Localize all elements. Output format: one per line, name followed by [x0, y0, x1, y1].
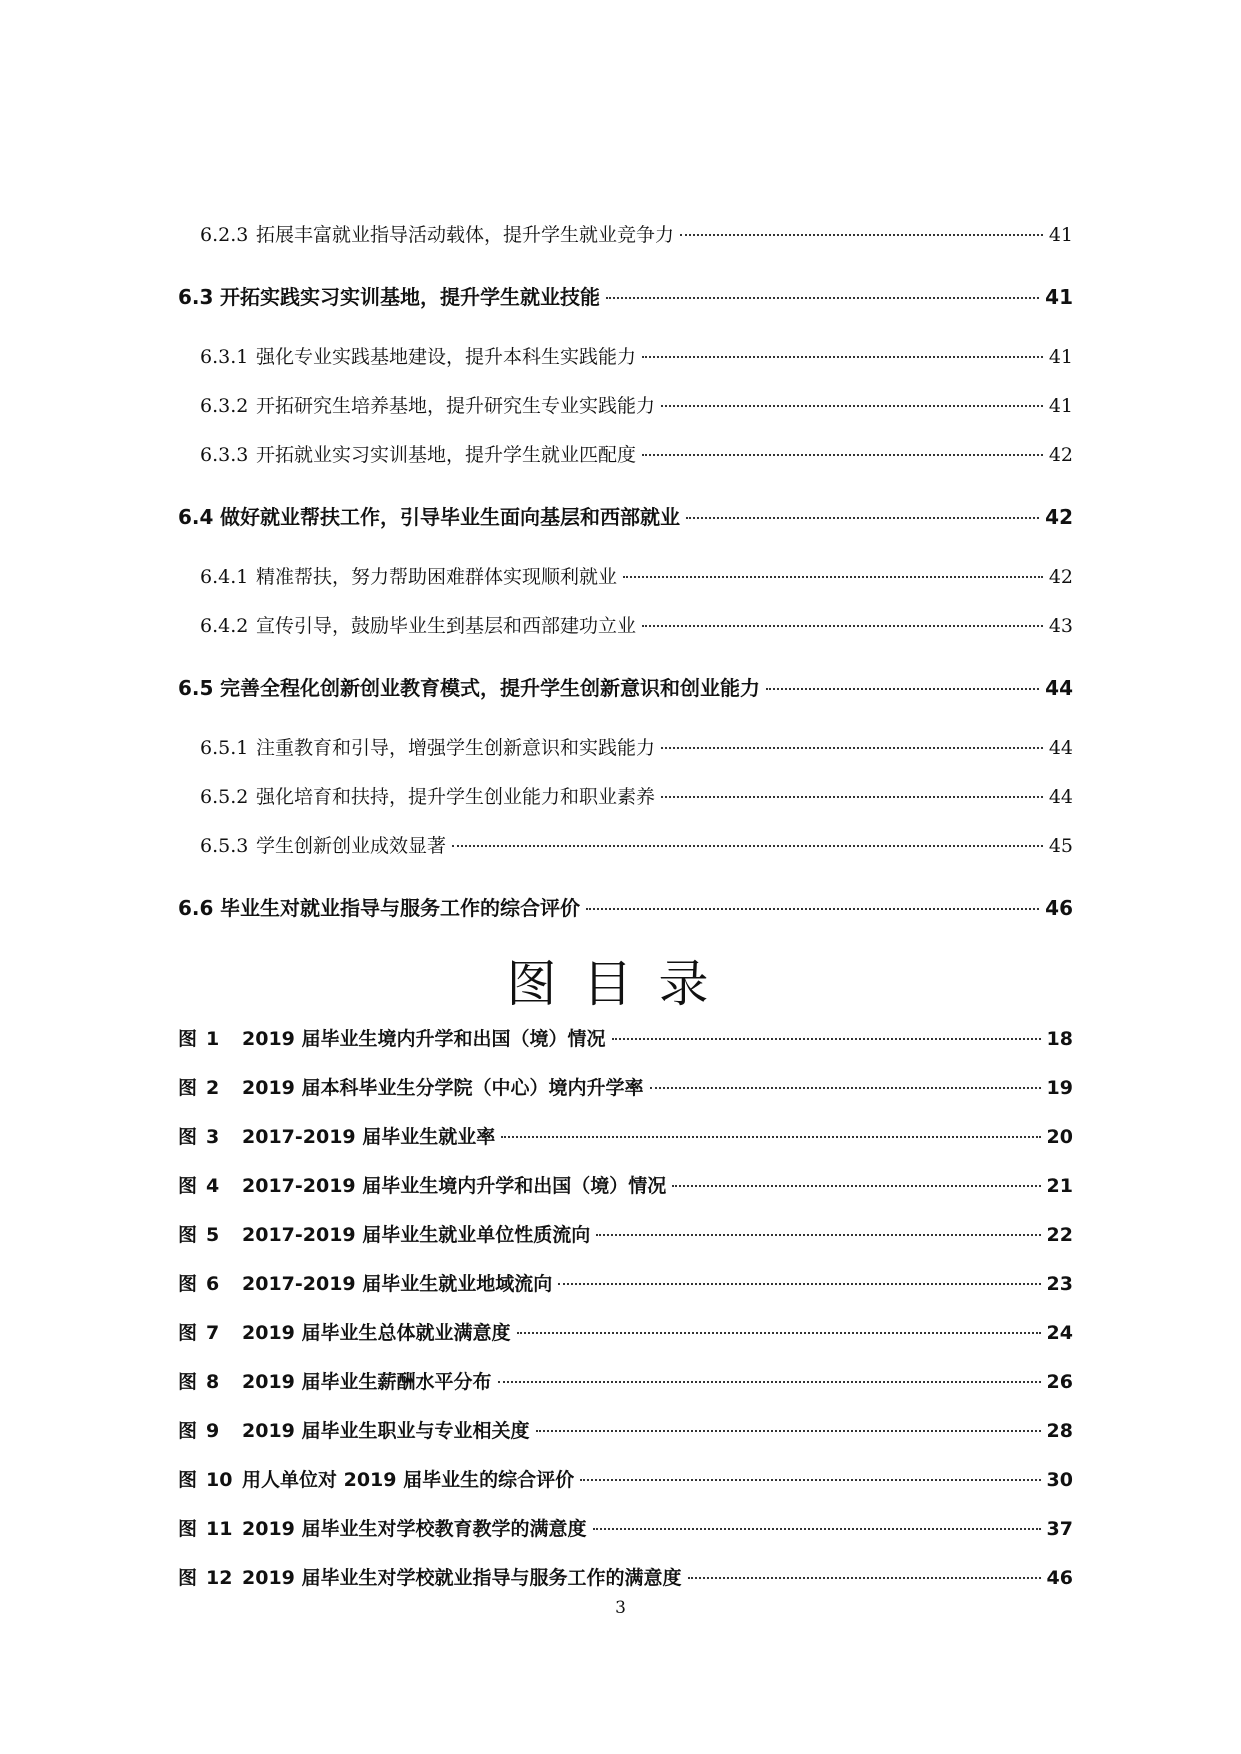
toc-entry-number: 6.5.3	[200, 835, 249, 857]
dot-leader	[558, 1283, 1040, 1285]
toc-entry-title: 强化培育和扶持，提升学生创业能力和职业素养	[256, 786, 656, 808]
toc-entry-title: 开拓就业实习实训基地，提升学生就业匹配度	[256, 444, 637, 466]
dot-leader	[661, 747, 1043, 749]
figure-page: 24	[1046, 1322, 1073, 1344]
figure-page: 21	[1046, 1175, 1073, 1197]
toc-entry-number: 6.6	[178, 896, 214, 920]
toc-entry-page: 44	[1048, 786, 1073, 808]
toc-entry-6-3-1[interactable]	[200, 342, 1073, 369]
figure-number: 4	[206, 1175, 220, 1197]
toc-entry-number: 6.2.3	[200, 224, 249, 246]
toc-entry-title: 注重教育和引导，增强学生创新意识和实践能力	[256, 737, 656, 759]
toc-entry-number: 6.5	[178, 676, 214, 700]
toc-entry-6-5-2[interactable]	[200, 782, 1073, 809]
toc-entry-6-4-1[interactable]	[200, 562, 1073, 589]
toc-entry-number: 6.3.2	[200, 395, 249, 417]
dot-leader	[642, 454, 1043, 456]
toc-entry-number: 6.4.2	[200, 615, 249, 637]
dot-leader	[593, 1528, 1041, 1530]
toc-entry-title: 完善全程化创新创业教育模式，提升学生创新意识和创业能力	[220, 676, 760, 700]
figure-label: 图	[178, 1273, 198, 1295]
figure-label: 图	[178, 1126, 198, 1148]
toc-entry-title: 拓展丰富就业指导活动载体，提升学生就业竞争力	[256, 224, 675, 246]
figure-number: 11	[206, 1518, 233, 1540]
dot-leader	[501, 1136, 1040, 1138]
figure-page: 30	[1046, 1469, 1073, 1491]
dot-leader	[661, 405, 1043, 407]
figure-number: 10	[206, 1469, 233, 1491]
toc-entry-title: 强化专业实践基地建设，提升本科生实践能力	[256, 346, 637, 368]
toc-entry-number: 6.5.2	[200, 786, 249, 808]
figure-entry-2[interactable]	[178, 1073, 1073, 1100]
toc-entry-title: 学生创新创业成效显著	[256, 835, 447, 857]
dot-leader	[642, 356, 1043, 358]
toc-entry-6-2-3[interactable]	[200, 220, 1073, 247]
figure-label: 图	[178, 1322, 198, 1344]
figure-entry-12[interactable]	[178, 1563, 1073, 1590]
dot-leader	[580, 1479, 1040, 1481]
toc-entry-title: 毕业生对就业指导与服务工作的综合评价	[220, 896, 580, 920]
figure-label: 图	[178, 1371, 198, 1393]
dot-leader	[612, 1038, 1041, 1040]
dot-leader	[498, 1381, 1041, 1383]
figure-title: 2019 届本科毕业生分学院（中心）境内升学率	[242, 1077, 644, 1099]
toc-entry-title: 开拓研究生培养基地，提升研究生专业实践能力	[256, 395, 656, 417]
figure-title: 2019 届毕业生对学校就业指导与服务工作的满意度	[242, 1567, 682, 1589]
toc-entry-6-3[interactable]	[178, 281, 1073, 310]
figure-entry-9[interactable]	[178, 1416, 1073, 1443]
toc-entry-6-6[interactable]	[178, 892, 1073, 921]
figure-entry-4[interactable]	[178, 1171, 1073, 1198]
dot-leader	[642, 625, 1043, 627]
toc-entry-number: 6.3.3	[200, 444, 249, 466]
toc-entry-6-5-3[interactable]	[200, 831, 1073, 858]
figure-entry-6[interactable]	[178, 1269, 1073, 1296]
figure-label: 图	[178, 1224, 198, 1246]
toc-entry-6-4-2[interactable]	[200, 611, 1073, 638]
figure-page: 28	[1046, 1420, 1073, 1442]
figure-entry-11[interactable]	[178, 1514, 1073, 1541]
toc-entry-title: 开拓实践实习实训基地，提升学生就业技能	[220, 285, 600, 309]
figure-label: 图	[178, 1567, 198, 1589]
toc-entry-number: 6.5.1	[200, 737, 249, 759]
dot-leader	[623, 576, 1043, 578]
toc-entry-page: 42	[1048, 444, 1073, 466]
toc-entry-6-3-2[interactable]	[200, 391, 1073, 418]
figure-list-heading: 图目录	[506, 955, 735, 1013]
figure-title: 2017-2019 届毕业生就业单位性质流向	[242, 1224, 591, 1246]
figure-number: 8	[206, 1371, 220, 1393]
toc-entry-page: 46	[1045, 896, 1073, 920]
toc-entry-number: 6.4.1	[200, 566, 249, 588]
toc-entry-page: 41	[1045, 285, 1073, 309]
dot-leader	[766, 688, 1039, 690]
figure-page: 22	[1046, 1224, 1073, 1246]
figure-page: 18	[1046, 1028, 1073, 1050]
figure-entry-8[interactable]	[178, 1367, 1073, 1394]
figure-title: 2017-2019 届毕业生境内升学和出国（境）情况	[242, 1175, 667, 1197]
figure-title: 2017-2019 届毕业生就业地域流向	[242, 1273, 553, 1295]
figure-page: 26	[1046, 1371, 1073, 1393]
toc-entry-number: 6.4	[178, 505, 214, 529]
figure-title: 2019 届毕业生职业与专业相关度	[242, 1420, 530, 1442]
figure-entry-10[interactable]	[178, 1465, 1073, 1492]
toc-entry-6-4[interactable]	[178, 501, 1073, 530]
toc-entry-title: 精准帮扶，努力帮助困难群体实现顺利就业	[256, 566, 618, 588]
toc-entry-page: 44	[1048, 737, 1073, 759]
figure-number: 7	[206, 1322, 220, 1344]
figure-number: 12	[206, 1567, 233, 1589]
figure-number: 2	[206, 1077, 220, 1099]
figure-number: 5	[206, 1224, 220, 1246]
figure-entry-1[interactable]	[178, 1024, 1073, 1051]
toc-entry-number: 6.3	[178, 285, 214, 309]
figure-entry-7[interactable]	[178, 1318, 1073, 1345]
figure-title: 2019 届毕业生薪酬水平分布	[242, 1371, 492, 1393]
figure-title: 2017-2019 届毕业生就业率	[242, 1126, 496, 1148]
figure-entry-3[interactable]	[178, 1122, 1073, 1149]
figure-number: 3	[206, 1126, 220, 1148]
figure-label: 图	[178, 1420, 198, 1442]
figure-title: 用人单位对 2019 届毕业生的综合评价	[242, 1469, 575, 1491]
dot-leader	[672, 1185, 1040, 1187]
figure-title: 2019 届毕业生境内升学和出国（境）情况	[242, 1028, 606, 1050]
toc-entry-page: 44	[1045, 676, 1073, 700]
figure-label: 图	[178, 1469, 198, 1491]
figure-page: 46	[1046, 1567, 1073, 1589]
figure-number: 9	[206, 1420, 220, 1442]
dot-leader	[586, 908, 1039, 910]
toc-entry-title: 宣传引导，鼓励毕业生到基层和西部建功立业	[256, 615, 637, 637]
figure-title: 2019 届毕业生对学校教育教学的满意度	[242, 1518, 587, 1540]
dot-leader	[452, 845, 1043, 847]
figure-page: 20	[1046, 1126, 1073, 1148]
dot-leader	[680, 234, 1043, 236]
figure-page: 37	[1046, 1518, 1073, 1540]
figure-label: 图	[178, 1175, 198, 1197]
page-number: 3	[615, 1598, 626, 1618]
toc-entry-page: 42	[1048, 566, 1073, 588]
dot-leader	[688, 1577, 1041, 1579]
figure-page: 19	[1046, 1077, 1073, 1099]
toc-entry-page: 41	[1048, 395, 1073, 417]
toc-entry-page: 42	[1045, 505, 1073, 529]
toc-entry-number: 6.3.1	[200, 346, 249, 368]
toc-entry-title: 做好就业帮扶工作，引导毕业生面向基层和西部就业	[220, 505, 680, 529]
dot-leader	[596, 1234, 1040, 1236]
toc-entry-page: 45	[1048, 835, 1073, 857]
figure-page: 23	[1046, 1273, 1073, 1295]
toc-entry-6-3-3[interactable]	[200, 440, 1073, 467]
dot-leader	[686, 517, 1039, 519]
dot-leader	[661, 796, 1043, 798]
toc-entry-page: 41	[1048, 224, 1073, 246]
dot-leader	[536, 1430, 1041, 1432]
toc-entry-6-5-1[interactable]	[200, 733, 1073, 760]
toc-entry-6-5[interactable]	[178, 672, 1073, 701]
toc-entry-page: 41	[1048, 346, 1073, 368]
figure-label: 图	[178, 1028, 198, 1050]
figure-number: 6	[206, 1273, 220, 1295]
dot-leader	[517, 1332, 1041, 1334]
figure-entry-5[interactable]	[178, 1220, 1073, 1247]
figure-label: 图	[178, 1518, 198, 1540]
figure-number: 1	[206, 1028, 220, 1050]
toc-entry-page: 43	[1048, 615, 1073, 637]
dot-leader	[606, 297, 1039, 299]
dot-leader	[650, 1087, 1041, 1089]
figure-label: 图	[178, 1077, 198, 1099]
figure-title: 2019 届毕业生总体就业满意度	[242, 1322, 511, 1344]
